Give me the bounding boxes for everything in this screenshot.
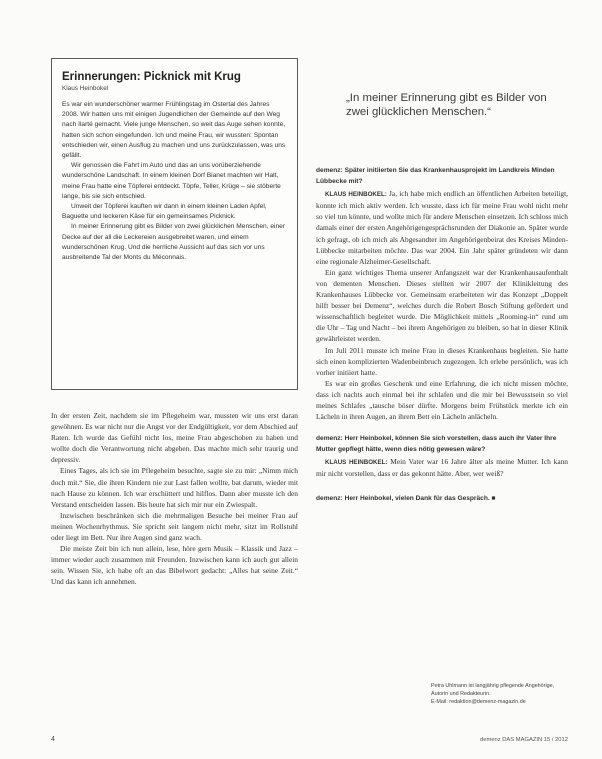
- bio-line: Autorin und Redakteurin.: [431, 691, 491, 697]
- body-paragraph: Inzwischen beschränken sich die mehrmaligen Besuche bei meiner Frau auf meinen Wochenrhythmus. Sie spricht seit langem nicht mehr, sitzt im Rollstuhl oder liegt im Bett. Nur ihre Augen sind ganz wach.: [51, 510, 298, 543]
- body-paragraph: Ein ganz wichtiges Thema unserer Anfangszeit war der Krankenhausaufenthalt von dementen Menschen. Dieses stellten wir 2007 der Klinikleitung des Krankenhauses Lübbecke vor. Gemeinsam erarbeiteten wir das Konzept „Doppelt hilft besser bei Demenz“, welches durch die Robert Bosch Stiftung gefördert und wissenschaftlich begleitet wurde. Die Möglichkeit mittels „Rooming-in“ rund um die Uhr – Tag und Nacht – bei ihrem Angehörigen zu bleiben, so hat in dieser Klinik gewährleistet werden.: [316, 267, 568, 344]
- body-paragraph: Eines Tages, als ich sie im Pflegeheim besuchte, sagte sie zu mir: „Nimm mich doch mit.“ Sie, die ihren Kindern nie zur Last fallen wollte, bat darum, wieder mit nach Hause zu können. Ich war erschüttert und hilflos. Dann aber musste ich den Verstand entscheiden lassen. Bis heute hat sich mir nur ein Zwiespalt.: [51, 466, 298, 509]
- body-paragraph: Es war ein großes Geschenk und eine Erfahrung, die ich nicht missen möchte, dass ich nachts auch einmal bei ihr schlafen und die mir bei Bewusstsein so viel meines Schlafes „tausche böser dürfte. Morgens beim Frühstück merkte ich ein Lächeln in ihren Augen, an ihrem Bett ein Lächeln anlächeln.: [316, 378, 568, 422]
- right-column: [316, 166, 568, 505]
- author-bio: [431, 682, 571, 706]
- box-paragraph: Es war ein wunderschöner warmer Frühlingstag im Ostertal des Jahres 2008. Wir hatten uns mit einigen Jugendlichen der Gemeinde auf den Weg nach Ilarté gemacht. Viele junge Menschen, so weit das Auge sehen konnte, hatten sich schon eingefunden. Ich und meine Frau, wir wussten: Spontan entschieden wir, einen Ausflug zu machen und uns zurückzulassen, was uns gefällt.: [62, 101, 286, 160]
- speaker-label: KLAUS HEINBOKEL:: [325, 459, 388, 467]
- answer-text: Ja, ich habe mich endlich an öffentlichen Arbeiten beteiligt, konnte ich mich aktiv werden. Ich wusste, dass ich für meine Frau wohl nicht mehr so viel tun könnte, und wollte mich für andere Menschen einsetzen. Ich schloss mich damals einer der ersten Angehörigengesprächsrunden der Diakonie an. Später wurde ich gefragt, ob ich mich als Abgesandter im Angehörigenbeirat des Kreises Minden-Lübbecke mitarbeiten möchte. Das war 2004. Ein Jahr später gründeten wir dann eine regionale Alzheimer-Gesellschaft.: [316, 189, 569, 266]
- bio-line: Petra Uhlmann ist langjährig pflegende Angehörige,: [431, 683, 555, 689]
- interview-question: demenz: Später initiierten Sie das Krankenhausprojekt im Landkreis Minden Lübbecke mit?: [316, 167, 555, 185]
- interview-answer: [316, 188, 568, 267]
- box-paragraph: In meiner Erinnerung gibt es Bilder von zwei glücklichen Menschen, einer Decke auf der all die Leckereien ausgebreitet waren, und einem wunderschönen Krug. Und die herrliche Aussicht auf das sich vor uns ausbreitende Tal der Monts du Méconnais.: [62, 223, 286, 262]
- pull-quote: „In meiner Erinnerung gibt es Bilder von zwei glücklichen Menschen.“: [346, 92, 547, 118]
- box-title: Erinnerungen: Picknick mit Krug: [62, 71, 241, 83]
- page-number: 4: [51, 736, 55, 743]
- left-column: [51, 410, 298, 588]
- interview-closing: demenz: Herr Heinbokel, vielen Dank für das Gespräch. ■: [316, 494, 496, 502]
- magazine-footer: demenz DAS MAGAZIN 15 / 2012: [480, 737, 568, 743]
- body-paragraph: In der ersten Zeit, nachdem sie im Pflegeheim war, mussten wir uns erst daran gewöhnen. Es war nicht nur die Angst vor der Endgültigkeit, vor dem Abschied auf Raten. Ich wurde das Gefühl nicht los, meine Frau abgeschoben zu haben und wollte doch die Verantwortung nicht abgeben. Das machte mich sehr traurig und depressiv.: [51, 411, 298, 465]
- answer-text: Mein Vater war 16 Jahre älter als meine Mutter. Ich kann mir nicht vorstellen, dass er das gekonnt hätte. Aber, wer weiß?: [316, 457, 568, 479]
- box-paragraph: Unweit der Töpferei kauften wir dann in einem kleinen Laden Apfel, Baguette und leckeren Käse für ein gemeinsames Picknick.: [62, 203, 267, 221]
- box-paragraph: Wir genossen die Fahrt im Auto und das an uns vorüberziehende wunderschöne Landschaft. In einem kleinen Dorf Bianet machten wir Halt, meine Frau hatte eine Töpferei entdeckt. Töpfe, Teller, Krüge – sie stöberte lange, bis sie sich entschied.: [62, 162, 281, 200]
- interview-question: demenz: Herr Heinbokel, können Sie sich vorstellen, dass auch ihr Vater Ihre Mutter gepflegt hätte, wenn dies nötig gewesen wäre?: [316, 435, 557, 453]
- box-author: Klaus Heinbokel: [62, 85, 109, 92]
- memory-box: [51, 58, 298, 390]
- body-paragraph: Die meiste Zeit bin ich nun allein, lese, höre gern Musik – Klassik und Jazz – immer wieder auch zusammen mit Freunden. Inzwischen kann ich auch gut allein sein. Wissen Sie, ich habe oft an das Bibelwort gedacht: „Alles hat seine Zeit.“ Und das kann ich annehmen.: [51, 544, 298, 587]
- interview-answer: [316, 456, 568, 479]
- body-paragraph: Im Juli 2011 musste ich meine Frau in dieses Krankenhaus begleiten. Sie hatte sich einen komplizierten Wadenbeinbruch zugezogen. Ich erlebe persönlich, was ich vorher initiiert hatte.: [316, 345, 568, 377]
- bio-line: E-Mail: redaktion@demenz-magazin.de: [431, 699, 526, 705]
- speaker-label: KLAUS HEINBOKEL:: [325, 191, 387, 199]
